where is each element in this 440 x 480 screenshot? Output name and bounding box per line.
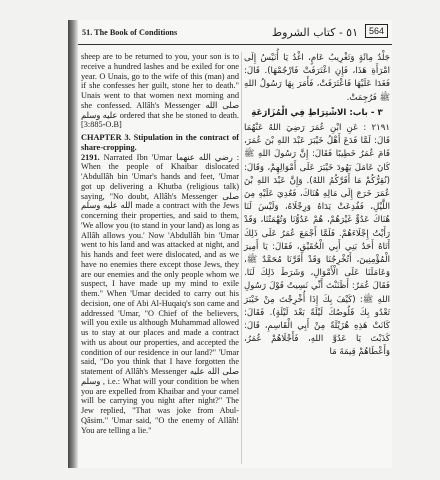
column-divider (241, 52, 242, 464)
arabic-paragraph-2: ٢١٩١ : عَنِ ابْنِ عُمَرَ رَضِيَ اللهُ عَنْهُمَا قَالَ: لَمَّا فَدَعَ أَهْلُ خَيْبَرَ عَبْدَ اللهِ بْنَ عُمَرَ، قَامَ عُمَرُ خَطِيبًا فَقَالَ: إِنَّ رَسُولَ اللهِ ﷺ كَانَ عَامَلَ يَهُودَ خَيْبَرَ عَلَى أَمْوَالِهِمْ، وَقَالَ: (نُقِرُّكُمْ مَا أَقَرَّكُمُ اللهُ). وَإِنَّ عَبْدَ اللهِ بْنَ عُمَرَ خَرَجَ إِلَى مَالِهِ هُنَاكَ، فَعُدِيَ عَلَيْهِ مِنَ اللَّيْلِ، فَفُدِعَتْ يَدَاهُ وَرِجْلَاهُ، وَلَيْسَ لَنَا هُنَاكَ عَدُوٌّ غَيْرَهُمْ، هُمْ عَدُوُّنَا وَتُهْمَتُنَا، وَقَدْ رَأَيْتُ إِجْلَاءَهُمْ. فَلَمَّا أَجْمَعَ عُمَرُ عَلَى ذَلِكَ أَتَاهُ أَحَدُ بَنِي أَبِي الْحُقَيْقِ، فَقَالَ: يَا أَمِيرَ الْمُؤْمِنِينَ، أَتُخْرِجُنَا وَقَدْ أَقَرَّنَا مُحَمَّدٌ ﷺ، وَعَامَلَنَا عَلَى الْأَمْوَالِ، وَشَرَطَ ذَلِكَ لَنَا. فَقَالَ عُمَرُ: أَظَنَنْتَ أَنِّي نَسِيتُ قَوْلَ رَسُولِ اللهِ ﷺ: (كَيْفَ بِكَ إِذَا أُخْرِجْتَ مِنْ خَيْبَرَ تَعْدُو بِكَ قَلُوصُكَ لَيْلَةً بَعْدَ لَيْلَةٍ). فَقَالَ: كَانَتْ هَذِهِ هُزَيْلَةً مِنْ أَبِي الْقَاسِمِ، قَالَ: كَذَبْتَ يَا عَدُوَّ اللهِ، فَأَجْلَاهُمْ عُمَرُ، وَأَعْطَاهُمْ قِيمَةَ مَا (244, 123, 390, 358)
english-paragraph-2 (81, 153, 239, 436)
hadith-text: Narrated Ibn 'Umar رضي الله عنهما : When the people of Khaibar dislocated 'Abdullâh bin 'Umar's hands and feet, 'Umar got up delivering a Khutba (religious talk) saying, "No doubt, Allâh's Messenger صلى الله عليه وسلم made a contract with the Jews concerning their properties, and said to them, 'We allow you (to stand in your land) as long as Allâh allows you.' Now 'Abdullâh bin 'Umar went to his land and was attacked at night, and his hands and feet were dislocated, and as we have no enemies there except those Jews, they are our enemies and the only people whom we suspect, I have made up my mind to exile them." When 'Umar decided to carry out his decision, one of Abi Al-Huqaiq's son came and addressed 'Umar, "O Chief of the believers, will you exile us although Muhammad allowed us to stay at our places and made a contract with us about our properties, and accepted the condition of our residence in our land?" 'Umar said, "Do you think that I have forgotten the statement of Allâh's Messenger صلى الله عليه وسلم , i.e.: What will your condition be when you are expelled from Khaibar and your camel will be carrying you night after night?" The Jew replied, "That was joke from Abul-Qâsim." 'Umar said, "O the enemy of Allâh! You are telling a lie." (81, 152, 240, 435)
page-header (78, 22, 392, 45)
hadith-number: 2191. (81, 152, 100, 162)
page-gutter-shadow (68, 20, 78, 468)
english-column (81, 52, 239, 435)
page-number: 564 (365, 24, 388, 38)
arabic-column (244, 52, 390, 360)
header-arabic-title: ٥١ - كتاب الشروط (271, 26, 358, 39)
chapter-heading: CHAPTER 3. Stipulation in the contract of share-cropping. (81, 133, 239, 152)
header-english-title: 51. The Book of Conditions (82, 28, 178, 37)
english-paragraph-1: sheep are to be returned to you, your son is to receive a hundred lashes and be exiled for one year. O Unais, go to the wife of this (man) and if she confesses her guilt, stone her to death." Unais went to that women next morning and she confessed. Allâh's Messenger صلى الله عليه وسلم ordered that she be stoned to death. [3:885-O.B] (81, 52, 240, 130)
arabic-paragraph-1: جَلْدُ مِائَةٍ وَتَغْرِيبُ عَامٍ، اغْدُ يَا أُنَيْسُ إِلَى امْرَأَةِ هَذَا، فَإِنِ اعْتَرَفَتْ فَارْجُمْهَا). قَالَ: فَغَدَا عَلَيْهَا فَاعْتَرَفَتْ، فَأَمَرَ بِهَا رَسُولُ اللهِ ﷺ فَرُجِمَتْ. (244, 53, 390, 103)
arabic-chapter-heading: ٣ - باب: الاشْتِرَاطِ فِي الْمُزَارَعَةِ (251, 107, 383, 118)
